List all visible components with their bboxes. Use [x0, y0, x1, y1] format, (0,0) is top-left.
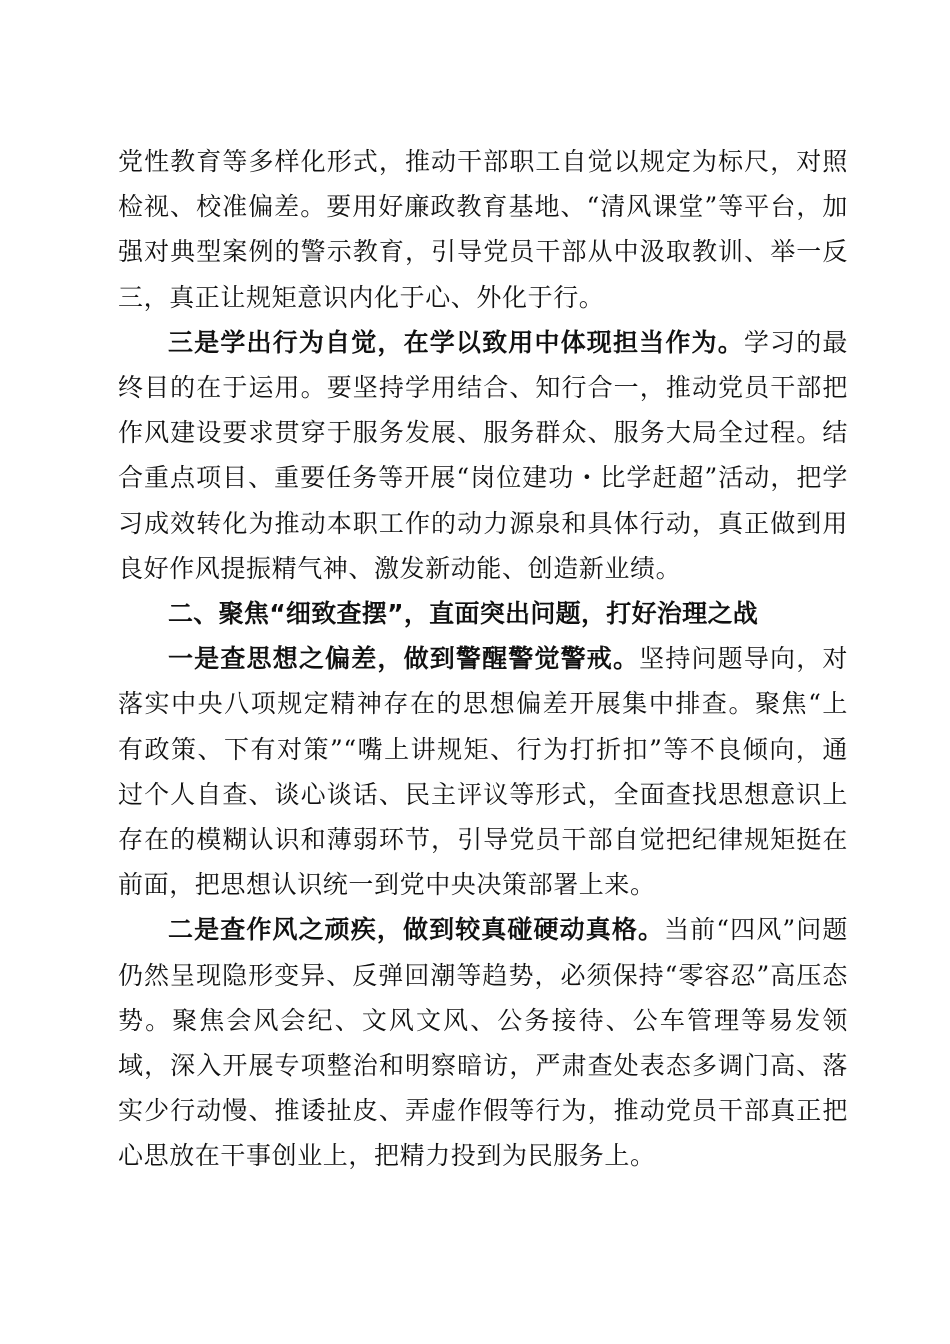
paragraph-point-one	[118, 636, 848, 907]
paragraph-lead-point-three: 三是学出行为自觉，在学以致用中体现担当作为。	[168, 327, 744, 357]
paragraph-body-point-three: 学习的最终目的在于运用。要坚持学用结合、知行合一，推动党员干部把作风建设要求贯穿于服务发展、服务群众、服务大局全过程。结合重点项目、重要任务等开展“岗位建功・比学赶超”活动，把学习成效转化为推动本职工作的动力源泉和具体行动，真正做到用良好作风提振精气神、激发新动能、创造新业绩。	[118, 327, 849, 583]
paragraph-body-point-two: 当前“四风”问题仍然呈现隐形变异、反弹回潮等趋势，必须保持“零容忍”高压态势。聚焦会风会纪、文风文风、公务接待、公车管理等易发领域，深入开展专项整治和明察暗访，严肃查处表态多调门高、落实少行动慢、推诿扯皮、弄虚作假等行为，推动党员干部真正把心思放在干事创业上，把精力投到为民服务上。	[118, 915, 848, 1171]
paragraph-point-two	[118, 907, 848, 1178]
paragraph-lead-point-two: 二是查作风之顽疾，做到较真碰硬动真格。	[168, 915, 665, 945]
document-body	[118, 139, 848, 1179]
paragraph-continuation: 党性教育等多样化形式，推动干部职工自觉以规定为标尺，对照检视、校准偏差。要用好廉政教育基地、“清风课堂”等平台，加强对典型案例的警示教育，引导党员干部从中汲取教训、举一反三，真正让规矩意识内化于心、外化于行。	[118, 147, 848, 312]
paragraph-point-three	[118, 320, 848, 591]
paragraph-lead-point-one: 一是查思想之偏差，做到警醒警觉警戒。	[168, 644, 640, 674]
section-heading-two: 二、聚焦“细致查摆”，直面突出问题，打好治理之战	[168, 599, 759, 629]
paragraph-body-point-one: 坚持问题导向，对落实中央八项规定精神存在的思想偏差开展集中排查。聚焦“上有政策、下有对策”“嘴上讲规矩、行为打折扣”等不良倾向，通过个人自查、谈心谈话、民主评议等形式，全面查找思想意识上存在的模糊认识和薄弱环节，引导党员干部自觉把纪律规矩挺在前面，把思想认识统一到党中央决策部署上来。	[118, 644, 848, 900]
